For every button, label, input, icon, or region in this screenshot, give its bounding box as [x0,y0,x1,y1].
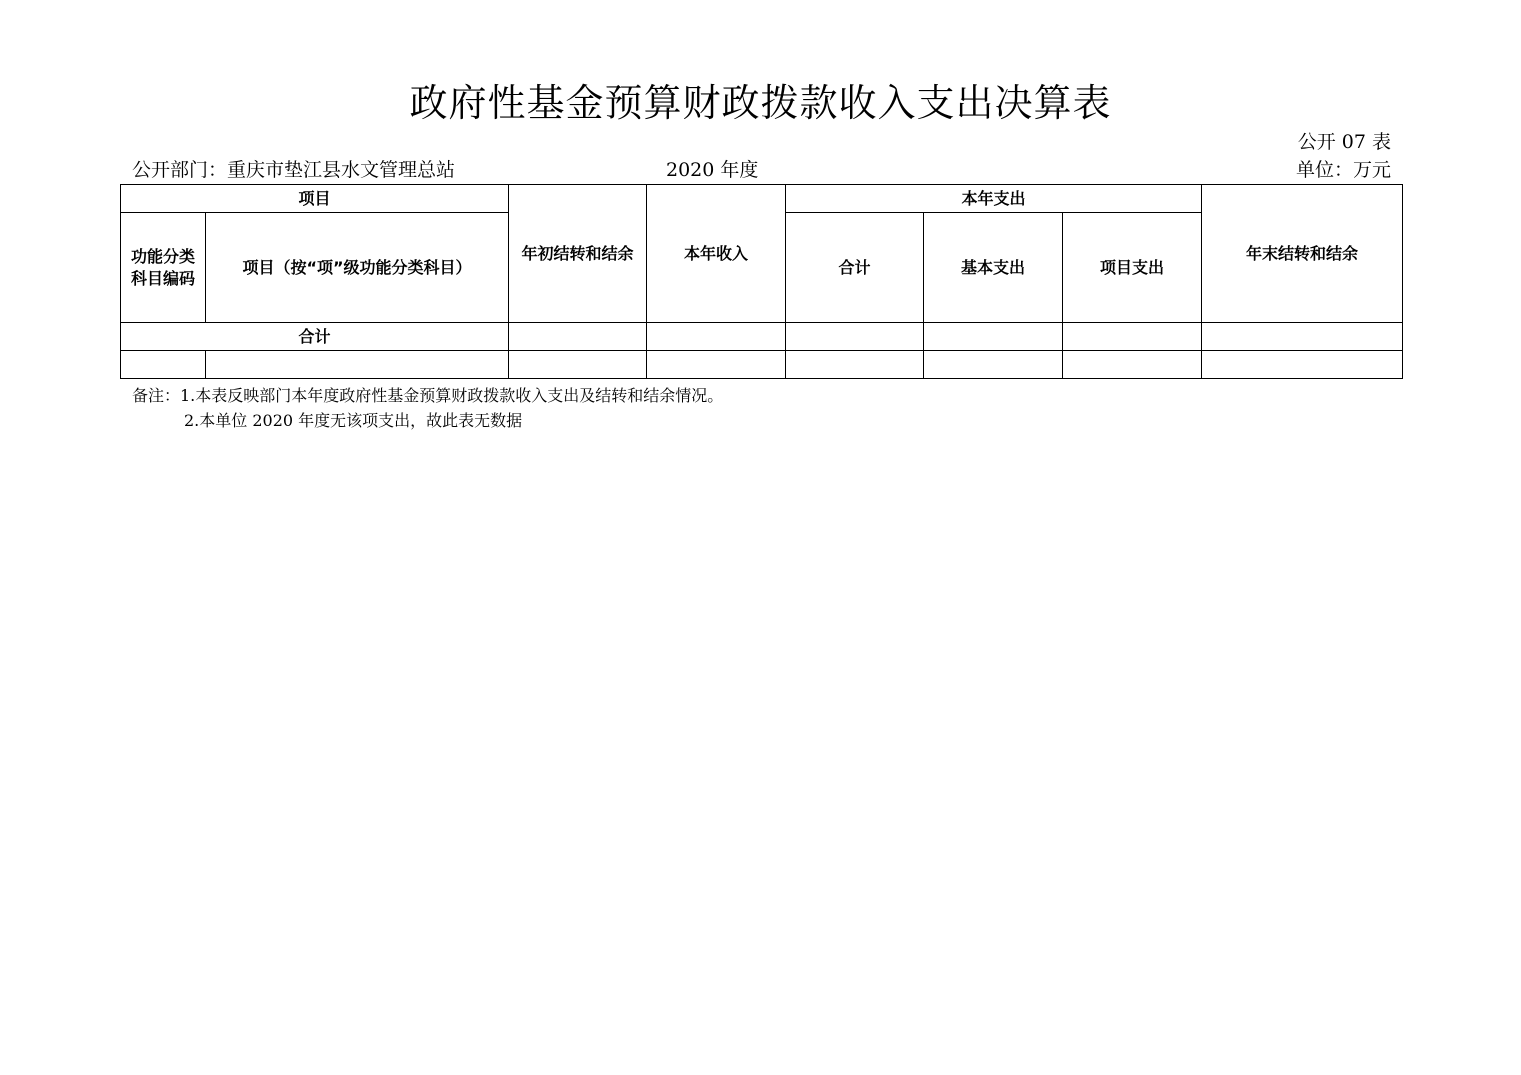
header-func-code: 功能分类科目编码 [121,213,206,323]
table-cell [1202,351,1403,379]
table-cell [206,351,509,379]
header-expense-basic: 基本支出 [924,213,1063,323]
header-expense-project: 项目支出 [1063,213,1202,323]
total-cell [1063,323,1202,351]
total-cell [786,323,924,351]
department-label: 公开部门：重庆市垫江县水文管理总站 [132,159,456,181]
total-cell [924,323,1063,351]
total-cell [509,323,647,351]
table-cell [647,351,786,379]
page-title: 政府性基金预算财政拨款收入支出决算表 [409,81,1112,125]
header-expense-total: 合计 [786,213,924,323]
note-2: 2.本单位 2020 年度无该项支出，故此表无数据 [184,411,523,430]
table-row [121,351,1403,379]
header-item: 项目 [121,185,509,213]
header-expense: 本年支出 [786,185,1202,213]
header-item-name: 项目（按“项”级功能分类科目） [206,213,509,323]
fiscal-year: 2020 年度 [666,159,759,181]
table-cell [121,351,206,379]
header-end-balance: 年末结转和结余 [1202,185,1403,323]
total-cell [1202,323,1403,351]
notes [132,383,723,433]
header-begin-balance: 年初结转和结余 [509,185,647,323]
table-number: 公开 07 表 [1297,131,1391,153]
budget-table [120,184,1403,379]
total-row [121,323,1403,351]
total-label: 合计 [121,323,509,351]
total-cell [647,323,786,351]
header-income: 本年收入 [647,185,786,323]
unit-label: 单位：万元 [1295,159,1391,181]
table-cell [509,351,647,379]
header-row-1 [121,185,1403,213]
note-1: 备注：1.本表反映部门本年度政府性基金预算财政拨款收入支出及结转和结余情况。 [132,386,724,405]
table-cell [924,351,1063,379]
table-cell [786,351,924,379]
table-cell [1063,351,1202,379]
